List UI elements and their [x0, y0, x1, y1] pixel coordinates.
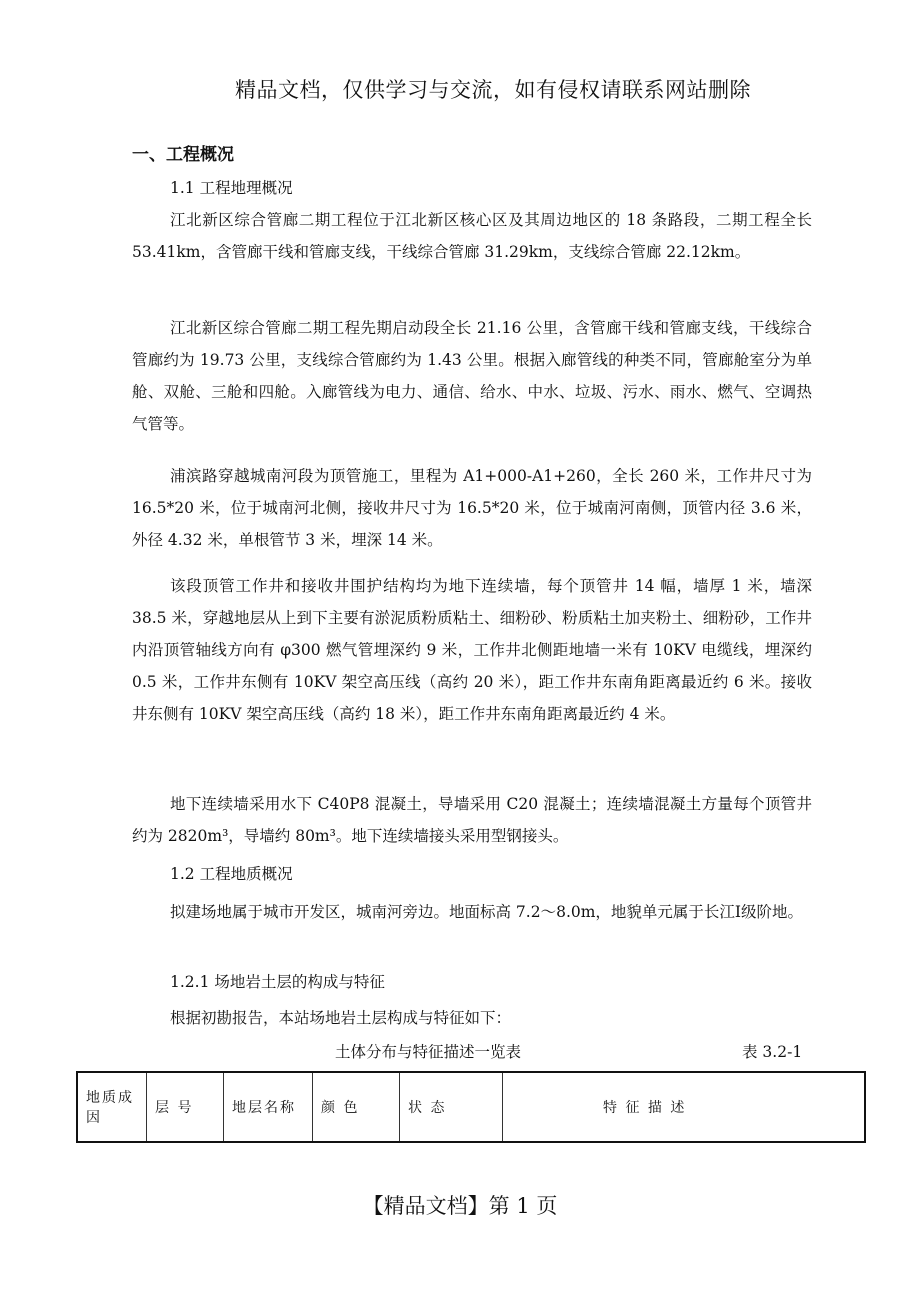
section-title: 一、工程概况 [132, 145, 234, 165]
header-cell-layer-name: 地层名称 [224, 1072, 313, 1142]
table-number: 表 3.2-1 [742, 1043, 803, 1061]
header-cell-origin: 地质成因 [77, 1072, 147, 1142]
paragraph-concrete: 地下连续墙采用水下 C40P8 混凝土，导墙采用 C20 混凝土；连续墙混凝土方量每个顶管井约为 2820m³，导墙约 80m³。地下连续墙接头采用型钢接头。 [132, 795, 812, 845]
header-cell-color: 颜 色 [313, 1072, 400, 1142]
paragraph-survey: 根据初勘报告，本站场地岩土层构成与特征如下： [170, 1009, 512, 1027]
paragraph-overview: 江北新区综合管廊二期工程位于江北新区核心区及其周边地区的 18 条路段，二期工程全长 53.41km，含管廊干线和管廊支线，干线综合管廊 31.29km，支线综合管廊 22.12km。 [132, 211, 812, 261]
subsection-1-1-title: 1.1 工程地理概况 [170, 179, 293, 197]
table-caption: 土体分布与特征描述一览表 [335, 1043, 522, 1061]
paragraph-phase-one: 江北新区综合管廊二期工程先期启动段全长 21.16 公里，含管廊干线和管廊支线，干线综合管廊约为 19.73 公里，支线综合管廊约为 1.43 公里。根据入廊管线的种类不同，管廊舱室分为单舱、双舱、三舱和四舱。入廊管线为电力、通信、给水、中水、垃圾、污水、雨水、燃气、空调热气管等。 [132, 319, 812, 433]
header-cell-layer-no: 层 号 [147, 1072, 224, 1142]
header-cell-state: 状 态 [400, 1072, 503, 1142]
page-footer: 【精品文档】第 1 页 [362, 1194, 558, 1218]
soil-distribution-table [76, 1071, 866, 1143]
subsection-1-2-title: 1.2 工程地质概况 [170, 865, 293, 883]
page-header: 精品文档，仅供学习与交流，如有侵权请联系网站删除 [235, 78, 751, 102]
subsection-1-2-1-title: 1.2.1 场地岩土层的构成与特征 [170, 973, 385, 991]
table-header-row [77, 1072, 865, 1142]
paragraph-site: 拟建场地属于城市开发区，城南河旁边。地面标高 7.2～8.0m，地貌单元属于长江Ⅰ级阶地。 [170, 903, 804, 921]
paragraph-pipe-jacking: 浦滨路穿越城南河段为顶管施工，里程为 A1+000-A1+260，全长 260 米，工作井尺寸为 16.5*20 米，位于城南河北侧，接收井尺寸为 16.5*20 米，位于城南河南侧，顶管内径 3.6 米，外径 4.32 米，单根管节 3 米，埋深 14 米。 [132, 467, 812, 549]
header-cell-description: 特 征 描 述 [503, 1072, 866, 1142]
paragraph-diaphragm-wall: 该段顶管工作井和接收井围护结构均为地下连续墙，每个顶管井 14 幅，墙厚 1 米，墙深 38.5 米，穿越地层从上到下主要有淤泥质粉质粘土、细粉砂、粉质粘土加夹粉土、细粉砂，工作井内沿顶管轴线方向有 φ300 燃气管埋深约 9 米，工作井北侧距地墙一米有 10KV 电缆线，埋深约 0.5 米，工作井东侧有 10KV 架空高压线（高约 20 米），距工作井东南角距离最近约 6 米。接收井东侧有 10KV 架空高压线（高约 18 米），距工作井东南角距离最近约 4 米。 [132, 577, 812, 723]
